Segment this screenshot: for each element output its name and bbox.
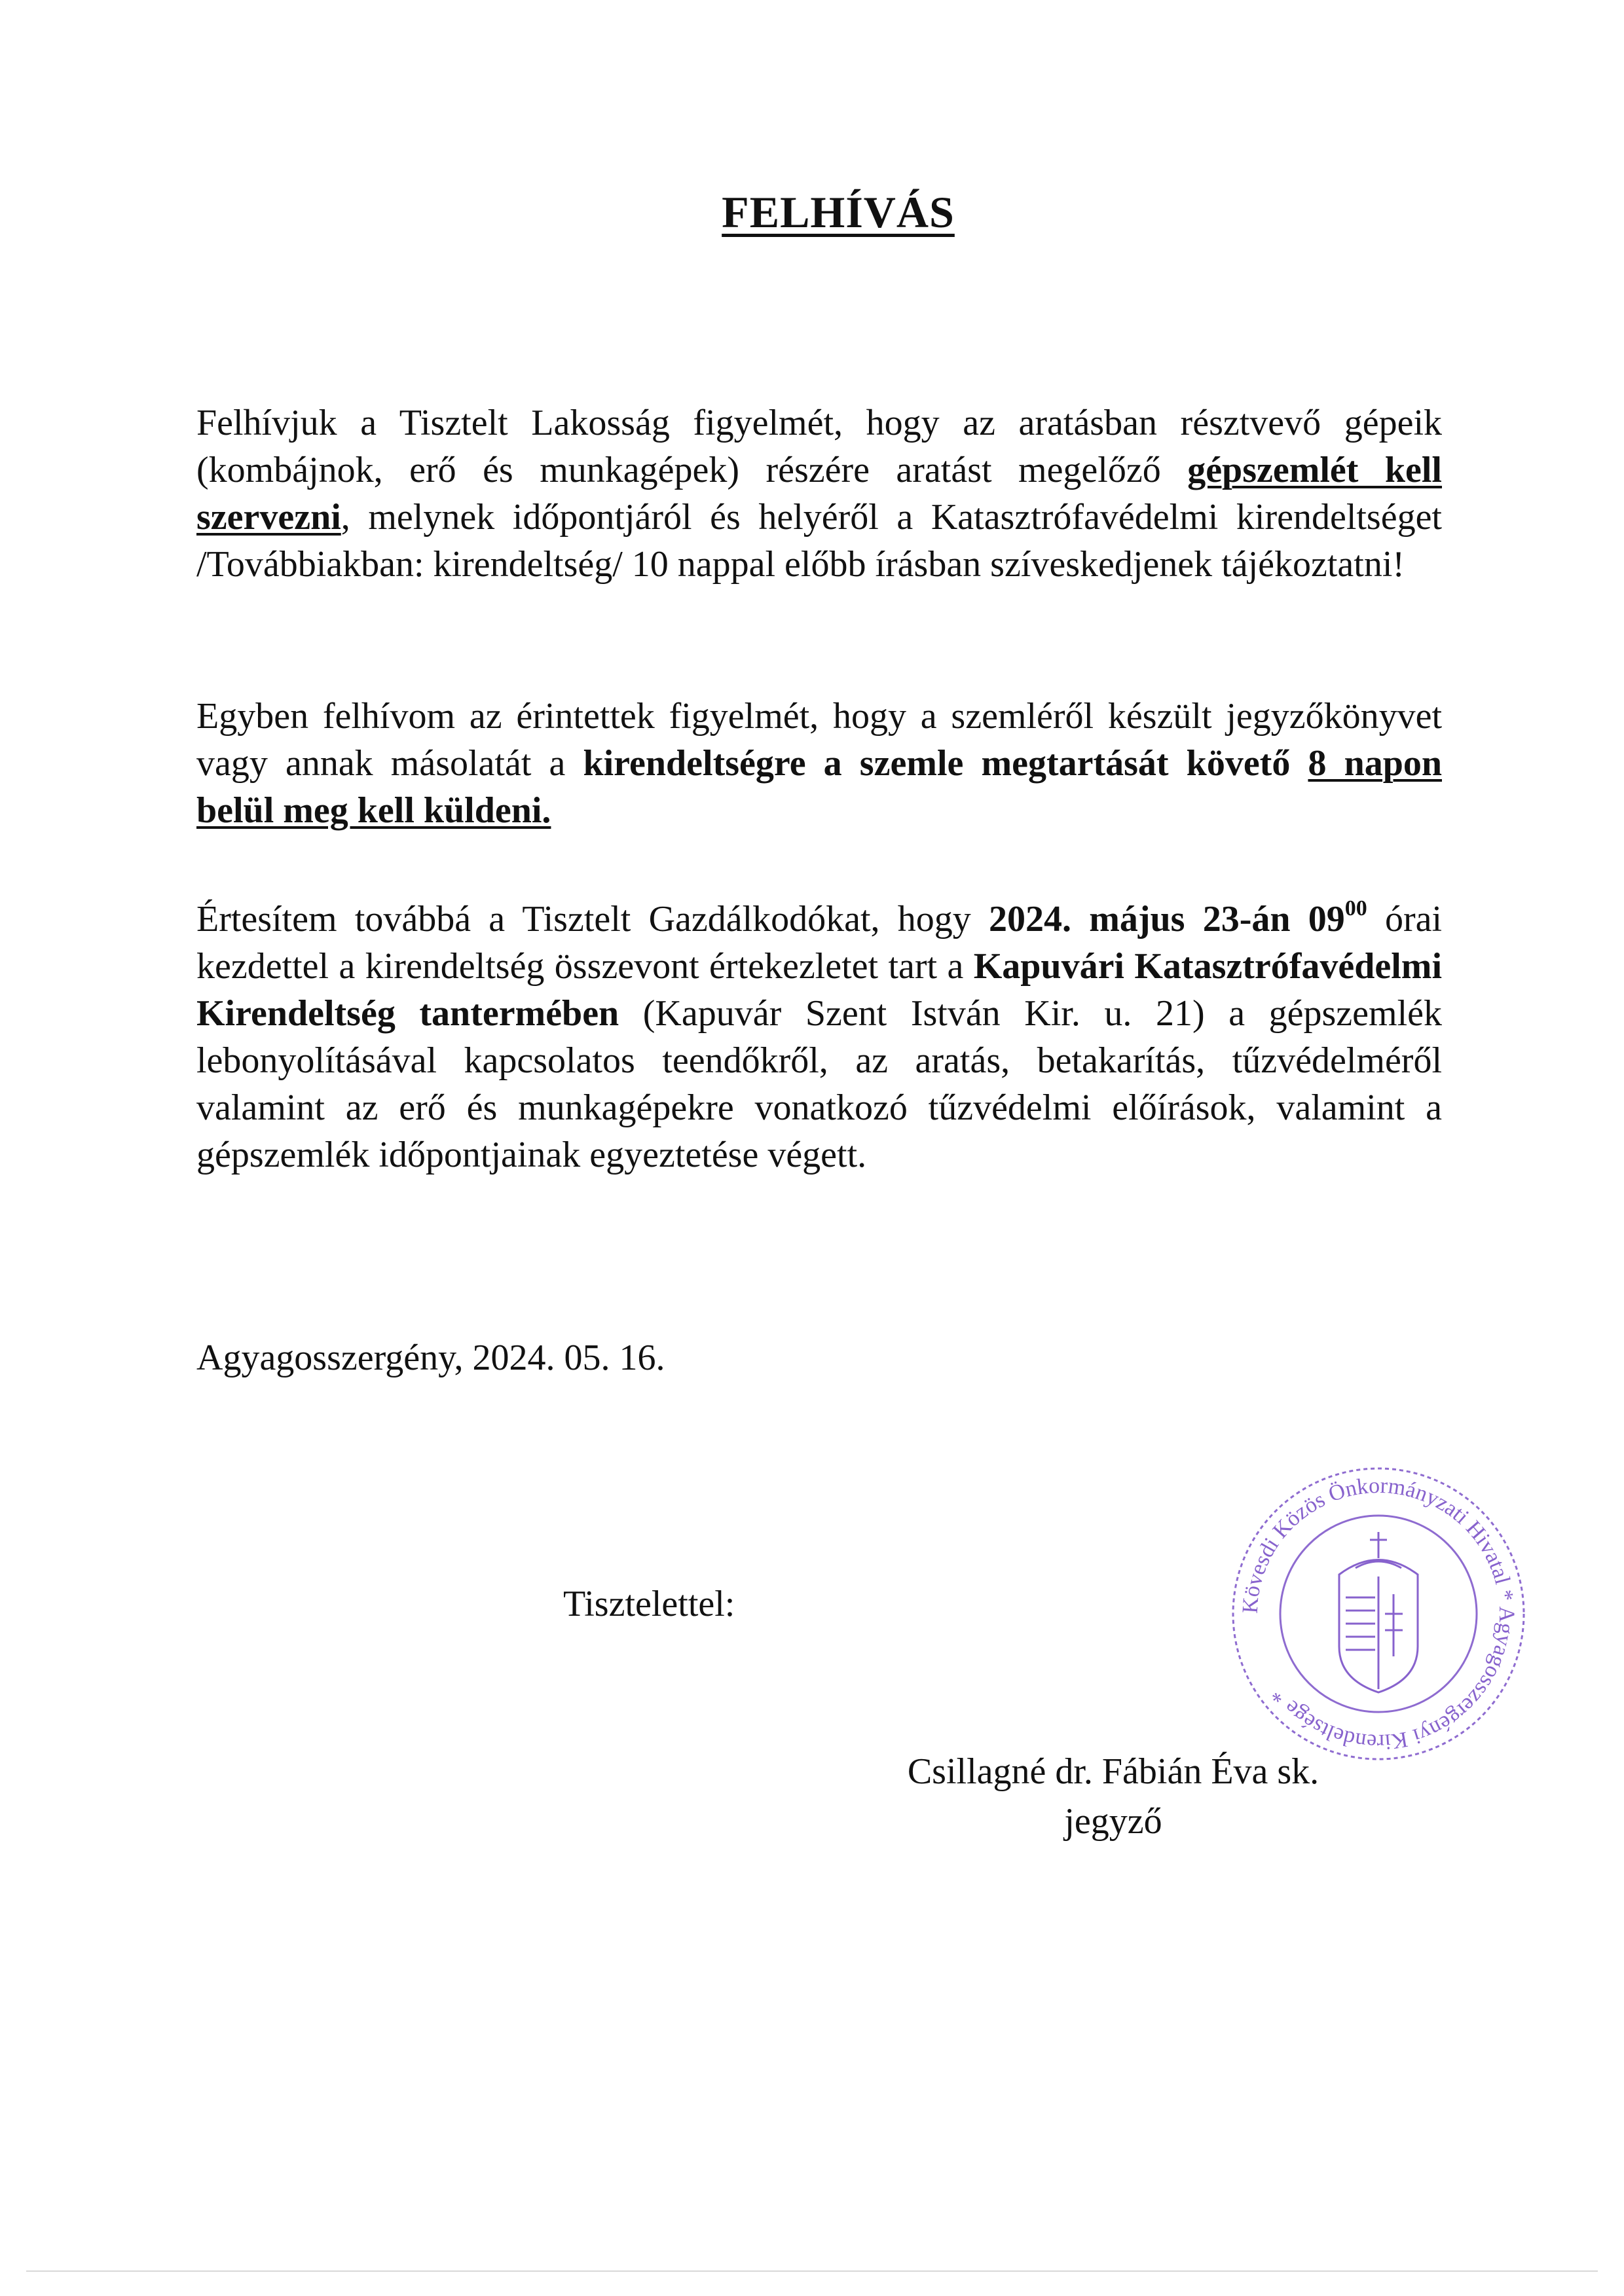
place-and-date: Agyagosszergény, 2024. 05. 16. (196, 1338, 665, 1378)
signature-block (864, 1747, 1362, 1846)
document-title: FELHÍVÁS (722, 187, 955, 237)
paragraph3-mid: órai kezdettel a kirendeltség összevont értekezletet tart a (196, 899, 1443, 987)
coat-of-arms-icon (1339, 1532, 1418, 1692)
closing-greeting: Tisztelettel: (563, 1584, 735, 1624)
paragraph1-intro: Felhívjuk a Tisztelt Lakosság figyelmét, hogy az aratásban résztvevő gépeik (kombájnok, erő és munkagépek) részére aratást megelőző (196, 403, 1442, 490)
paragraph2-deadline: 8 napon belül meg kell küldeni. (196, 743, 1442, 831)
stamp-text: Kövesdi Közös Önkormányzati Hivatal * Agyagosszergényi Kirendeltsége * (1238, 1473, 1519, 1755)
paragraph1-emphasis: gépszemlét kell szervezni (196, 450, 1442, 538)
paragraph3-rest: (Kapuvár Szent István Kir. u. 21) a gépszemlék lebonyolításával kapcsolatos teendőkről, az aratás, betakarítás, tűzvédelméről valamint az erő és munkagépekre vonatkozó tűzvédelmi előírások, valamint a gépszemlék időpontjainak egyeztetése végett. (196, 993, 1442, 1175)
paragraph2-intro: Egyben felhívom az érintettek figyelmét, hogy a szemléről készült jegyzőkönyvet vagy annak másolatát a (196, 696, 1442, 784)
meeting-date: 2024. május 23-án (989, 899, 1291, 939)
signer-role: jegyző (1064, 1801, 1162, 1842)
meeting-hour: 09 (1308, 899, 1345, 939)
paragraph3-intro: Értesítem továbbá a Tisztelt Gazdálkodókat, hogy (196, 899, 989, 939)
paragraph-minutes-deadline (196, 693, 1442, 834)
paragraph1-rest: , melynek időpontjáról és helyéről a Katasztrófavédelmi kirendeltséget /Továbbiakban: kirendeltség/ 10 nappal előbb írásban szíveskedjenek tájékoztatni! (196, 497, 1442, 585)
signer-name: Csillagné dr. Fábián Éva sk. (907, 1751, 1320, 1792)
meeting-location: Kapuvári Katasztrófavédelmi Kirendeltség tantermében (196, 946, 1442, 1034)
paragraph-harvest-inspection (196, 399, 1442, 588)
paragraph-meeting-notice (196, 896, 1442, 1178)
paragraph2-bold: kirendeltségre a szemle megtartását követő (583, 743, 1308, 784)
official-stamp-icon (1225, 1460, 1532, 1768)
bottom-divider (26, 2270, 1598, 2272)
meeting-minute: 00 (1344, 896, 1367, 920)
